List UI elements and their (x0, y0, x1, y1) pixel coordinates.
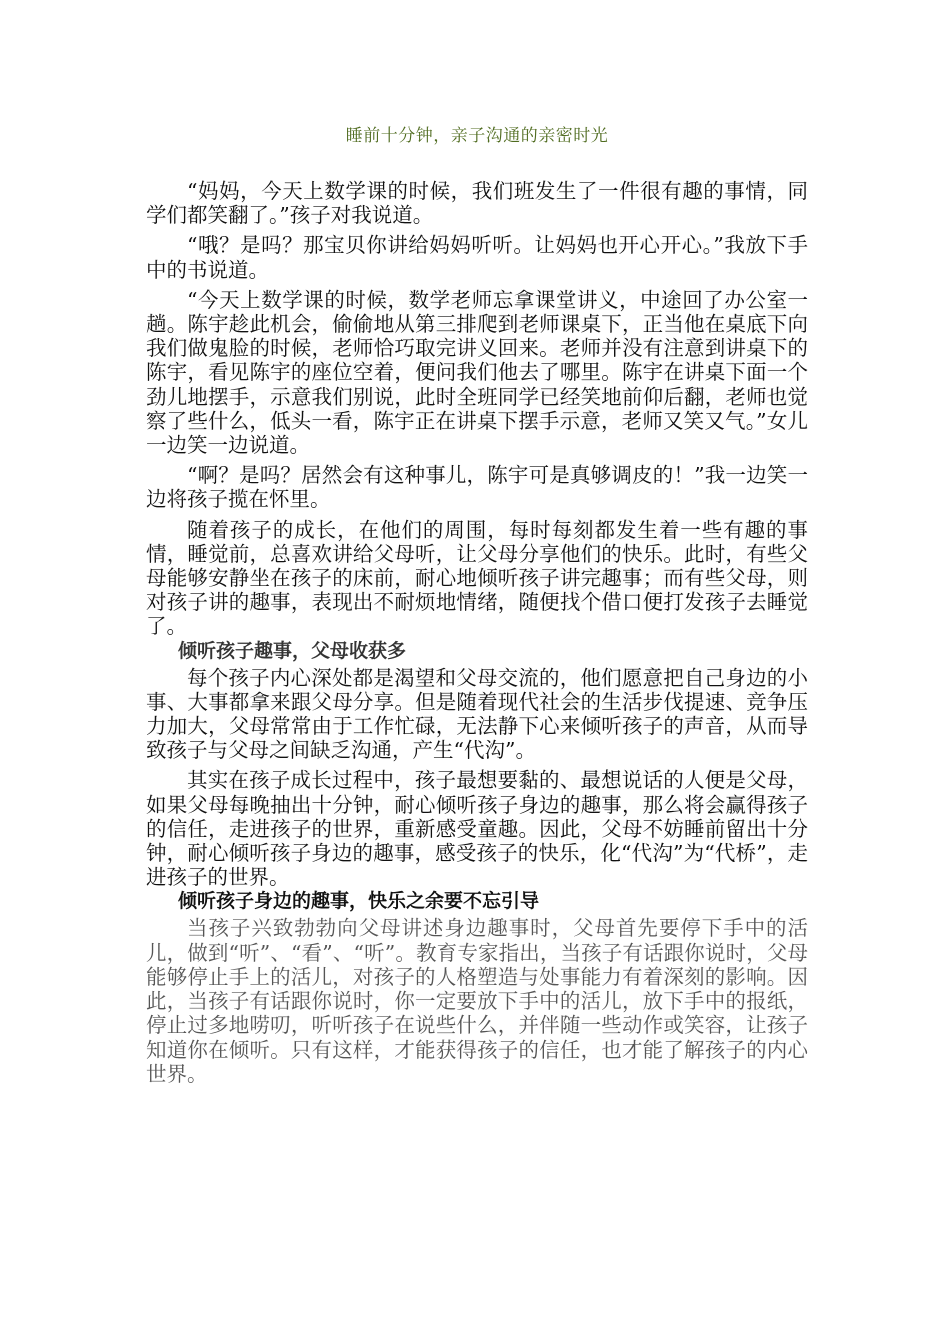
document-page (146, 120, 808, 1092)
paragraph-mother-laughs: “啊？是吗？居然会有这种事儿，陈宇可是真够调皮的！”我一边笑一边将孩子揽在怀里。 (146, 463, 808, 512)
paragraph-section2-a: 当孩子兴致勃勃向父母讲述身边趣事时，父母首先要停下手中的活儿，做到“听”、“看”、“听”。教育专家指出，当孩子有话跟你说时，父母能够停止手上的活儿，对孩子的人格塑造与处事能力有着深刻的影响。因此，当孩子有话跟你说时，你一定要放下手中的活儿，放下手中的报纸，停止过多地唠叨，听听孩子在说些什么，并伴随一些动作或笑容，让孩子知道你在倾听。只有这样，才能获得孩子的信任，也才能了解孩子的内心世界。 (146, 916, 808, 1086)
section-heading-1: 倾听孩子趣事，父母收获多 (178, 639, 407, 662)
document-title: 睡前十分钟，亲子沟通的亲密时光 (345, 126, 609, 146)
paragraph-child-says: “妈妈，今天上数学课的时候，我们班发生了一件很有趣的事情，同学们都笑翻了。”孩子对我说道。 (146, 179, 808, 228)
paragraph-growing-up: 随着孩子的成长，在他们的周围，每时每刻都发生着一些有趣的事情，睡觉前，总喜欢讲给父母听，让父母分享他们的快乐。此时，有些父母能够安静坐在孩子的床前，耐心地倾听孩子讲完趣事；而有些父母，则对孩子讲的趣事，表现出不耐烦地情绪，随便找个借口便打发孩子去睡觉了。 (146, 517, 808, 639)
section-heading-2: 倾听孩子身边的趣事，快乐之余要不忘引导 (178, 890, 540, 913)
paragraph-math-class-story: “今天上数学课的时候，数学老师忘拿课堂讲义，中途回了办公室一趟。陈宇趁此机会，偷偷地从第三排爬到老师课桌下，正当他在桌底下向我们做鬼脸的时候，老师恰巧取完讲义回来。老师并没有注意到讲桌下的陈宇，看见陈宇的座位空着，便问我们他去了哪里。陈宇在讲桌下面一个劲儿地摆手，示意我们别说，此时全班同学已经笑地前仰后翻，老师也觉察了些什么，低头一看，陈宇正在讲桌下摆手示意，老师又笑又气。”女儿一边笑一边说道。 (146, 287, 808, 458)
paragraph-section1-b: 其实在孩子成长过程中，孩子最想要黏的、最想说话的人便是父母，如果父母每晚抽出十分钟，耐心倾听孩子身边的趣事，那么将会赢得孩子的信任，走进孩子的世界，重新感受童趣。因此，父母不妨睡前留出十分钟，耐心倾听孩子身边的趣事，感受孩子的快乐，化“代沟”为“代桥”，走进孩子的世界。 (146, 768, 808, 890)
paragraph-section1-a: 每个孩子内心深处都是渴望和父母交流的，他们愿意把自己身边的小事、大事都拿来跟父母分享。但是随着现代社会的生活步伐提速、竞争压力加大，父母常常由于工作忙碌，无法静下心来倾听孩子的声音，从而导致孩子与父母之间缺乏沟通，产生“代沟”。 (146, 665, 808, 763)
paragraph-mother-replies: “哦？是吗？那宝贝你讲给妈妈听听。让妈妈也开心开心。”我放下手中的书说道。 (146, 233, 808, 282)
